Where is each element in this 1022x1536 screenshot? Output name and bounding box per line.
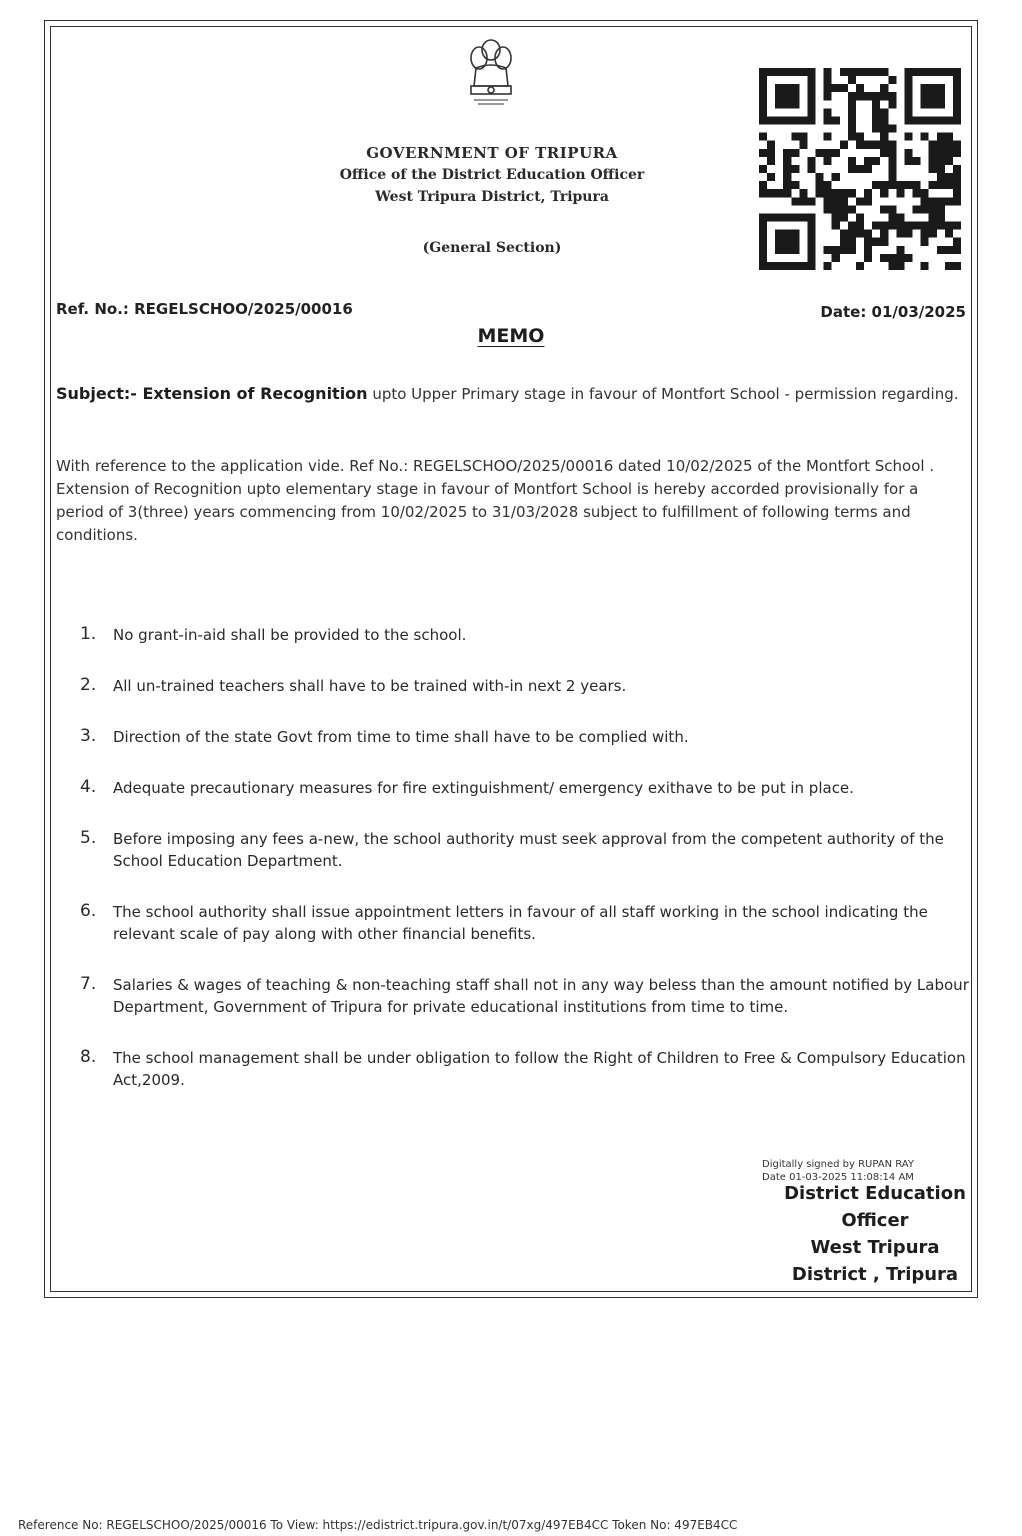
footer-reference: Reference No: REGELSCHOO/2025/00016 To View: https://edistrict.tripura.gov.in/t/07xg/497EB4CC Token No: 497EB4CC bbox=[18, 1518, 738, 1532]
signatory-line-4: District , Tripura bbox=[791, 1264, 959, 1285]
office-name: Office of the District Education Officer bbox=[339, 167, 645, 183]
signature-block bbox=[770, 1180, 980, 1288]
district-name: West Tripura District, Tripura bbox=[375, 189, 609, 205]
term-text: Direction of the state Govt from time to time shall have to be complied with. bbox=[113, 728, 689, 746]
term-item bbox=[80, 624, 980, 646]
term-number: 1. bbox=[80, 624, 97, 644]
term-item bbox=[80, 828, 980, 872]
reference-paragraph: With reference to the application vide. Ref No.: REGELSCHOO/2025/00016 dated 10/02/2025 of the Montfort School . Extension of Recognition upto elementary stage in favour of Montfort School is hereby accorded provisionally for a period of 3(three) years commencing from 10/02/2025 to 31/03/2028 subject to fulfillment of following terms and conditions. bbox=[56, 457, 935, 544]
digital-signature-date: Date 01-03-2025 11:08:14 AM bbox=[762, 1172, 914, 1183]
term-number: 8. bbox=[80, 1047, 97, 1067]
section-name: (General Section) bbox=[422, 240, 562, 256]
term-text: No grant-in-aid shall be provided to the school. bbox=[113, 626, 467, 644]
term-text: The school authority shall issue appointment letters in favour of all staff working in the school indicating the relevant scale of pay along with other financial benefits. bbox=[113, 903, 928, 943]
subject-line bbox=[56, 383, 962, 405]
term-text: Salaries & wages of teaching & non-teaching staff shall not in any way beless than the amount notified by Labour Department, Government of Tripura for private educational institutions from time to time. bbox=[113, 976, 969, 1016]
term-item bbox=[80, 901, 980, 945]
term-text: All un-trained teachers shall have to be trained with-in next 2 years. bbox=[113, 677, 627, 695]
term-item bbox=[80, 675, 980, 697]
letterhead bbox=[300, 142, 684, 208]
subject-text: upto Upper Primary stage in favour of Montfort School - permission regarding. bbox=[367, 385, 959, 403]
memo-title bbox=[0, 325, 1022, 347]
term-text: Before imposing any fees a-new, the school authority must seek approval from the competent authority of the School Education Department. bbox=[113, 830, 944, 870]
signatory-line-1: District Education bbox=[784, 1183, 966, 1204]
government-name: GOVERNMENT OF TRIPURA bbox=[366, 144, 618, 162]
term-number: 5. bbox=[80, 828, 97, 848]
term-item bbox=[80, 1047, 980, 1091]
term-number: 6. bbox=[80, 901, 97, 921]
state-emblem-icon bbox=[462, 34, 520, 110]
signatory-line-3: West Tripura bbox=[810, 1237, 940, 1258]
term-number: 3. bbox=[80, 726, 97, 746]
term-item bbox=[80, 777, 980, 799]
qr-code-icon bbox=[754, 68, 966, 270]
term-number: 4. bbox=[80, 777, 97, 797]
term-item bbox=[80, 726, 980, 748]
term-text: The school management shall be under obligation to follow the Right of Children to Free & Compulsory Education Act,2009. bbox=[113, 1049, 966, 1089]
subject-label: Subject:- Extension of Recognition bbox=[56, 384, 368, 403]
signatory-line-2: Officer bbox=[841, 1210, 909, 1231]
digital-signature-signer: Digitally signed by RUPAN RAY bbox=[762, 1159, 914, 1170]
term-number: 2. bbox=[80, 675, 97, 695]
term-item bbox=[80, 974, 980, 1018]
term-text: Adequate precautionary measures for fire extinguishment/ emergency exithave to be put in place. bbox=[113, 779, 854, 797]
reference-number: Ref. No.: REGELSCHOO/2025/00016 bbox=[56, 300, 353, 318]
term-number: 7. bbox=[80, 974, 97, 994]
memo-date: Date: 01/03/2025 bbox=[820, 303, 966, 321]
terms-list bbox=[80, 624, 980, 1091]
memo-title-text: MEMO bbox=[477, 325, 545, 347]
